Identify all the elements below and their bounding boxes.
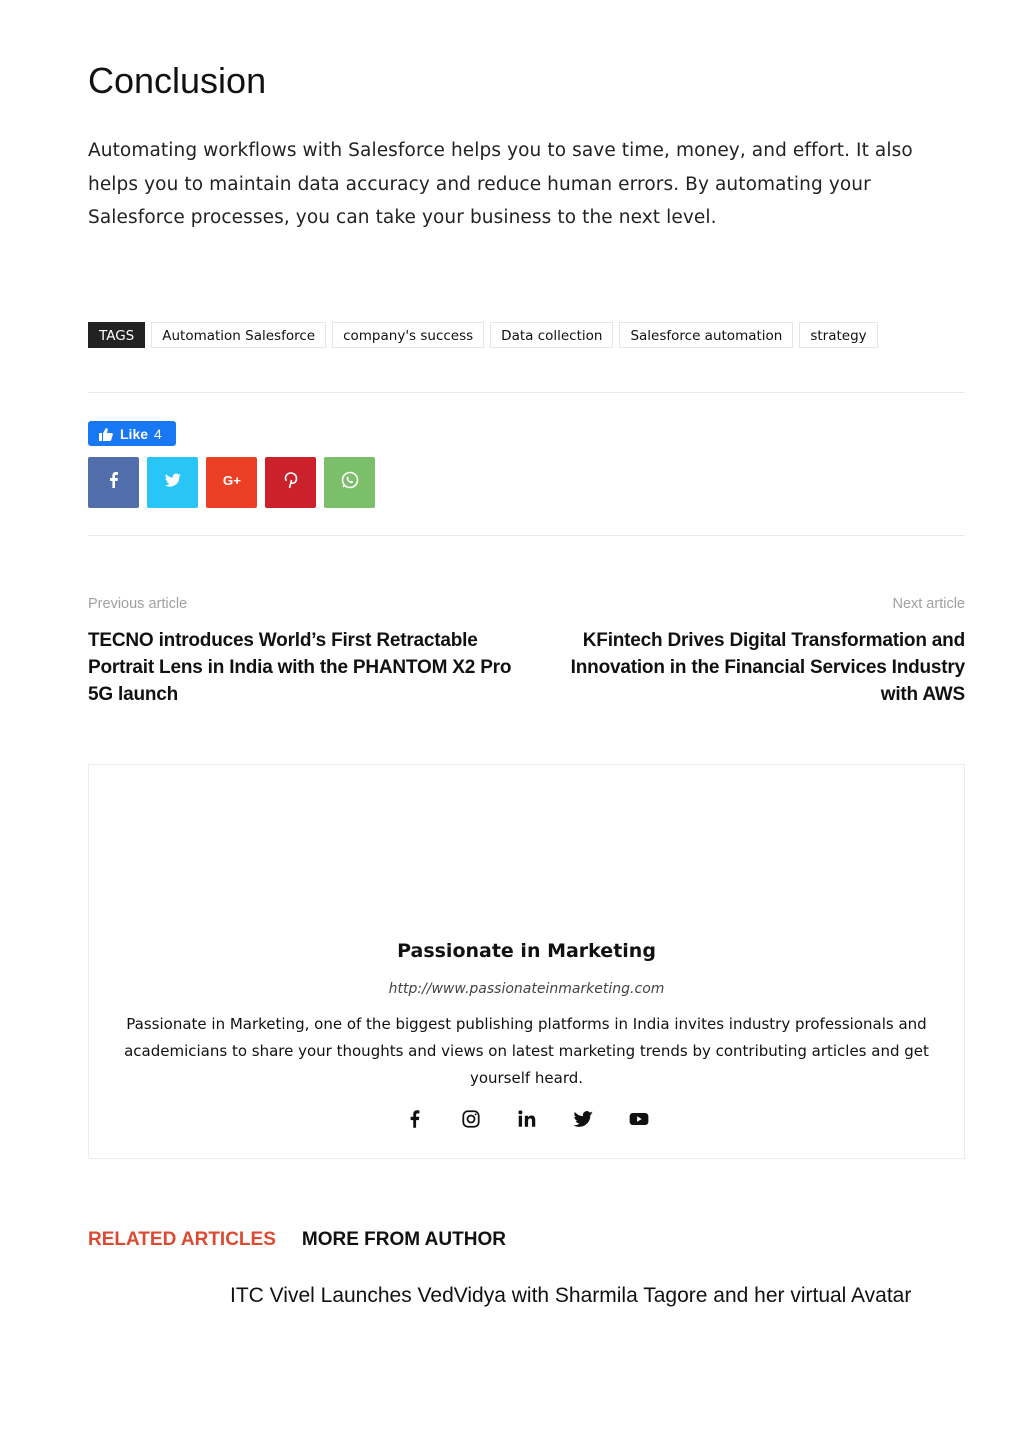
- section-title: Conclusion: [88, 60, 267, 101]
- facebook-like-button[interactable]: [88, 421, 176, 446]
- facebook-icon[interactable]: [404, 1108, 426, 1130]
- share-buttons: [88, 457, 375, 508]
- twitter-icon: [163, 470, 183, 495]
- previous-article-label: Previous article: [88, 596, 188, 612]
- tag-companys-success[interactable]: company's success: [332, 322, 484, 348]
- youtube-icon[interactable]: [628, 1108, 650, 1130]
- whatsapp-icon: [340, 470, 360, 495]
- twitter-icon[interactable]: [572, 1108, 594, 1130]
- share-facebook-button[interactable]: [88, 457, 139, 508]
- tags-label: TAGS: [88, 322, 145, 348]
- divider: [88, 535, 965, 536]
- thumbs-up-icon: [98, 426, 114, 442]
- author-url[interactable]: http://www.passionateinmarketing.com: [388, 981, 665, 997]
- next-article-label: Next article: [892, 596, 965, 612]
- svg-text:G+: G+: [222, 473, 241, 488]
- tag-automation-salesforce[interactable]: Automation Salesforce: [151, 322, 326, 348]
- author-name[interactable]: Passionate in Marketing: [397, 940, 656, 962]
- google-plus-icon: [222, 470, 242, 495]
- linkedin-icon[interactable]: [516, 1108, 538, 1130]
- facebook-icon: [104, 470, 124, 495]
- tag-data-collection[interactable]: Data collection: [490, 322, 613, 348]
- instagram-icon[interactable]: [460, 1108, 482, 1130]
- tags-row: [88, 322, 878, 348]
- previous-article-link[interactable]: TECNO introduces World’s First Retractable Portrait Lens in India with the PHANTOM X2 Pro 5G launch: [88, 630, 512, 705]
- like-label: Like: [120, 425, 149, 442]
- tag-strategy[interactable]: strategy: [799, 322, 877, 348]
- tag-salesforce-automation[interactable]: Salesforce automation: [619, 322, 793, 348]
- author-box: [88, 764, 965, 1159]
- share-google-plus-button[interactable]: [206, 457, 257, 508]
- related-article-title[interactable]: ITC Vivel Launches VedVidya with Sharmila Tagore and her virtual Avatar: [230, 1284, 912, 1307]
- tab-more-from-author[interactable]: MORE FROM AUTHOR: [301, 1229, 506, 1250]
- tab-related-articles[interactable]: RELATED ARTICLES: [88, 1229, 276, 1250]
- divider: [88, 392, 965, 393]
- related-tabs: [88, 1229, 506, 1251]
- like-count: 4: [154, 425, 162, 442]
- share-twitter-button[interactable]: [147, 457, 198, 508]
- conclusion-paragraph: Automating workflows with Salesforce helps you to save time, money, and effort. It also helps you to maintain data accuracy and reduce human errors. By automating your Salesforce processes, you can take your business to the next level.: [88, 140, 913, 228]
- next-article-link[interactable]: KFintech Drives Digital Transformation and Innovation in the Financial Services Industry with AWS: [570, 630, 965, 705]
- pinterest-icon: [281, 470, 301, 495]
- share-whatsapp-button[interactable]: [324, 457, 375, 508]
- author-description: Passionate in Marketing, one of the biggest publishing platforms in India invites industry professionals and academicians to share your thoughts and views on latest marketing trends by contributing articles and get yourself heard.: [124, 1015, 929, 1087]
- share-pinterest-button[interactable]: [265, 457, 316, 508]
- author-social-links: [89, 1108, 964, 1130]
